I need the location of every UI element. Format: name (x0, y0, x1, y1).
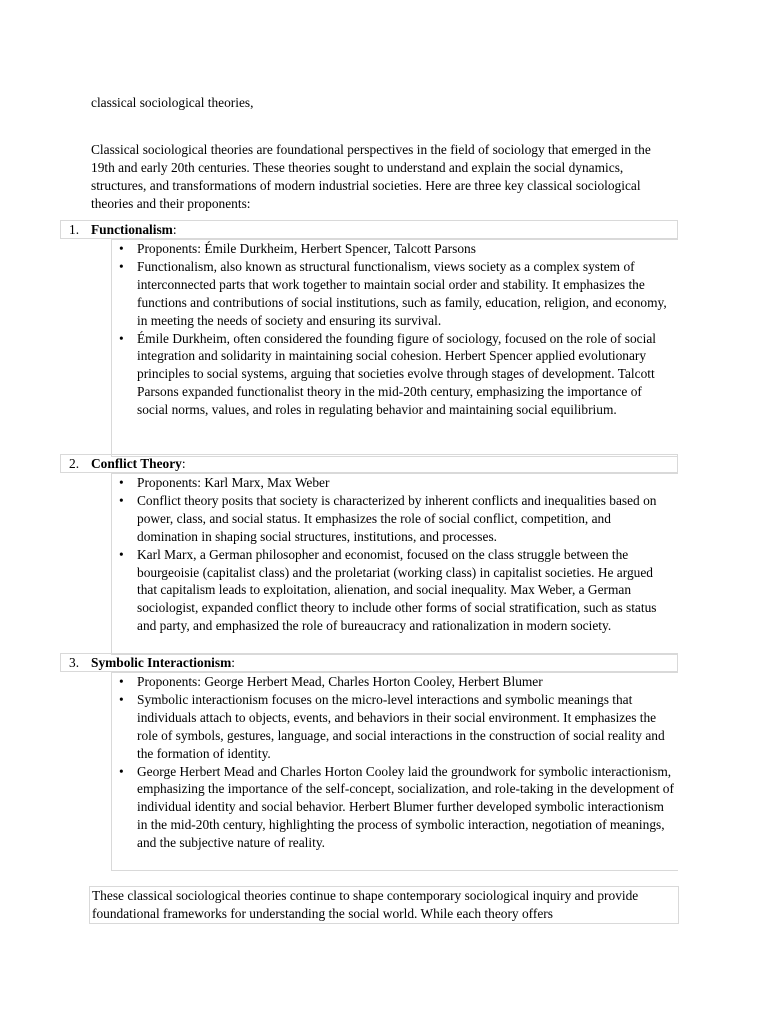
theory-2-bullet-3: • Karl Marx, a German philosopher and economist, focused on the class struggle between the bourgeoisie (capitalist class) and the proletariat (working class) in capitalist societies. He argued that capitalism leads to exploitation, alienation, and social inequality. Max Weber, a German sociologist, expanded conflict theory to include other forms of social stratification, such as status and party, and emphasized the role of bureaucracy and rationalization in modern society. (112, 546, 678, 636)
document-heading: classical sociological theories, (91, 95, 254, 110)
theory-2-header (60, 454, 678, 473)
theory-1-number: 1. (69, 222, 80, 237)
theory-3-bullet-3: • George Herbert Mead and Charles Horton Cooley laid the groundwork for symbolic interactionism, emphasizing the importance of the self-concept, socialization, and role-taking in the development of individual identity and social behavior. Herbert Blumer further developed symbolic interactionism in the mid-20th century, highlighting the process of symbolic interaction, negotiation of meanings, and the subjective nature of reality. (112, 763, 678, 853)
closing-text: These classical sociological theories continue to shape contemporary sociological inquiry and provide foundational frameworks for understanding the social world. While each theory offers (92, 888, 639, 921)
theory-3-bullet-1: • Proponents: George Herbert Mead, Charles Horton Cooley, Herbert Blumer (112, 673, 678, 691)
theory-2-number: 2. (69, 456, 80, 471)
theory-3-header (60, 653, 678, 672)
theory-1-bullets (111, 239, 678, 457)
theory-2-title: Conflict Theory (91, 456, 182, 471)
theory-1-header (60, 220, 678, 239)
theory-1-bullet-1: • Proponents: Émile Durkheim, Herbert Spencer, Talcott Parsons (112, 240, 678, 258)
theory-3-title: Symbolic Interactionism (91, 655, 232, 670)
theory-1-bullet-3: • Émile Durkheim, often considered the founding figure of sociology, focused on the role of social integration and solidarity in maintaining social cohesion. Herbert Spencer applied evolutionary principles to social systems, arguing that societies evolve through stages of development. Talcott Parsons expanded functionalist theory in the mid-20th century, emphasizing the importance of social norms, values, and roles in regulating behavior and maintaining social equilibrium. (112, 330, 678, 420)
theory-2-colon: : (181, 456, 186, 471)
closing-paragraph (89, 886, 679, 924)
theory-1-title: Functionalism (91, 222, 173, 237)
theory-2-bullets (111, 473, 678, 655)
theory-3-bullets (111, 672, 678, 871)
theory-1-title-line (91, 221, 177, 239)
theory-3-colon: : (231, 655, 235, 670)
intro-paragraph (91, 141, 671, 213)
theory-1-colon: : (172, 222, 177, 237)
theory-3-title-line (91, 654, 235, 672)
intro-text: Classical sociological theories are foundational perspectives in the field of sociology that emerged in the 19th and early 20th centuries. These theories sought to understand and explain the social dynamics, structures, and transformations of modern industrial societies. Here are three key classical sociological theories and their proponents: (91, 142, 651, 211)
theory-3-number: 3. (69, 655, 80, 670)
theory-2-title-line (91, 455, 186, 473)
theory-2-bullet-2: • Conflict theory posits that society is characterized by inherent conflicts and inequalities based on power, class, and social status. It emphasizes the role of social conflict, competition, and domination in shaping social structures, institutions, and processes. (112, 492, 678, 546)
theory-1-bullet-2: • Functionalism, also known as structural functionalism, views society as a complex system of interconnected parts that work together to maintain social order and stability. It emphasizes the functions and contributions of social institutions, such as family, education, religion, and economy, in meeting the needs of society and ensuring its survival. (112, 258, 678, 330)
theory-3-bullet-2: • Symbolic interactionism focuses on the micro-level interactions and symbolic meanings that individuals attach to objects, events, and behaviors in their social environment. It emphasizes the role of symbols, gestures, language, and social interactions in the construction of social reality and the formation of identity. (112, 691, 678, 763)
theory-2-bullet-1: • Proponents: Karl Marx, Max Weber (112, 474, 678, 492)
